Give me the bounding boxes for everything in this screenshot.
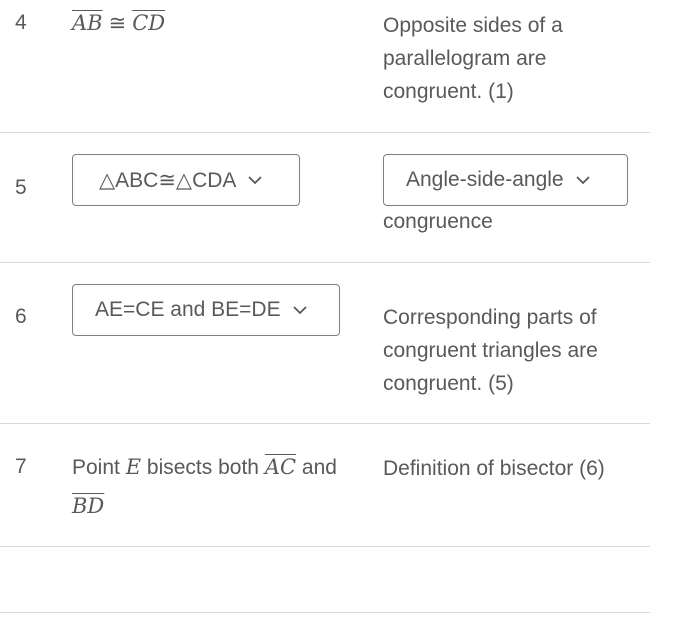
step-number: 7 <box>15 455 27 478</box>
segment-ac: $\overline{AC}$ <box>264 455 297 479</box>
proof-row-7 <box>0 424 650 546</box>
row-divider <box>0 546 650 547</box>
reason-dropdown-value: Angle-side-angle <box>406 168 564 191</box>
segment-ab: $\overline{AB}$ <box>72 11 103 35</box>
reason: Opposite sides of a parallelogram are congruent. (1) <box>383 14 563 103</box>
point-e: E <box>125 455 142 479</box>
statement-dropdown[interactable] <box>72 284 340 336</box>
step-number: 4 <box>15 11 27 34</box>
statement <box>72 4 165 43</box>
proof-row-6 <box>0 263 650 423</box>
statement-prefix: Point <box>72 456 120 479</box>
reason-dropdown[interactable] <box>383 154 628 206</box>
step-number: 5 <box>15 176 27 199</box>
chevron-down-icon <box>576 175 590 185</box>
statement-dropdown[interactable] <box>72 154 300 206</box>
proof-row-4 <box>0 0 650 132</box>
row-divider <box>0 612 650 613</box>
congruent-symbol: ≅ <box>108 11 127 35</box>
reason: Definition of bisector (6) <box>383 457 605 480</box>
reason-suffix: congruence <box>383 210 493 233</box>
segment-cd: $\overline{CD}$ <box>132 11 166 35</box>
reason: Corresponding parts of congruent triangles are congruent. (5) <box>383 306 598 395</box>
step-number: 6 <box>15 305 27 328</box>
segment-bd: $\overline{BD}$ <box>72 494 105 518</box>
statement-joiner: and <box>301 456 337 479</box>
proof-row-5 <box>0 133 650 262</box>
statement-middle: bisects both <box>146 456 259 479</box>
chevron-down-icon <box>293 305 307 315</box>
statement-dropdown-value: AE=CE and BE=DE <box>95 298 281 321</box>
chevron-down-icon <box>248 175 262 185</box>
statement-dropdown-value: △ABC≅△CDA <box>99 168 237 192</box>
statement <box>72 448 352 526</box>
